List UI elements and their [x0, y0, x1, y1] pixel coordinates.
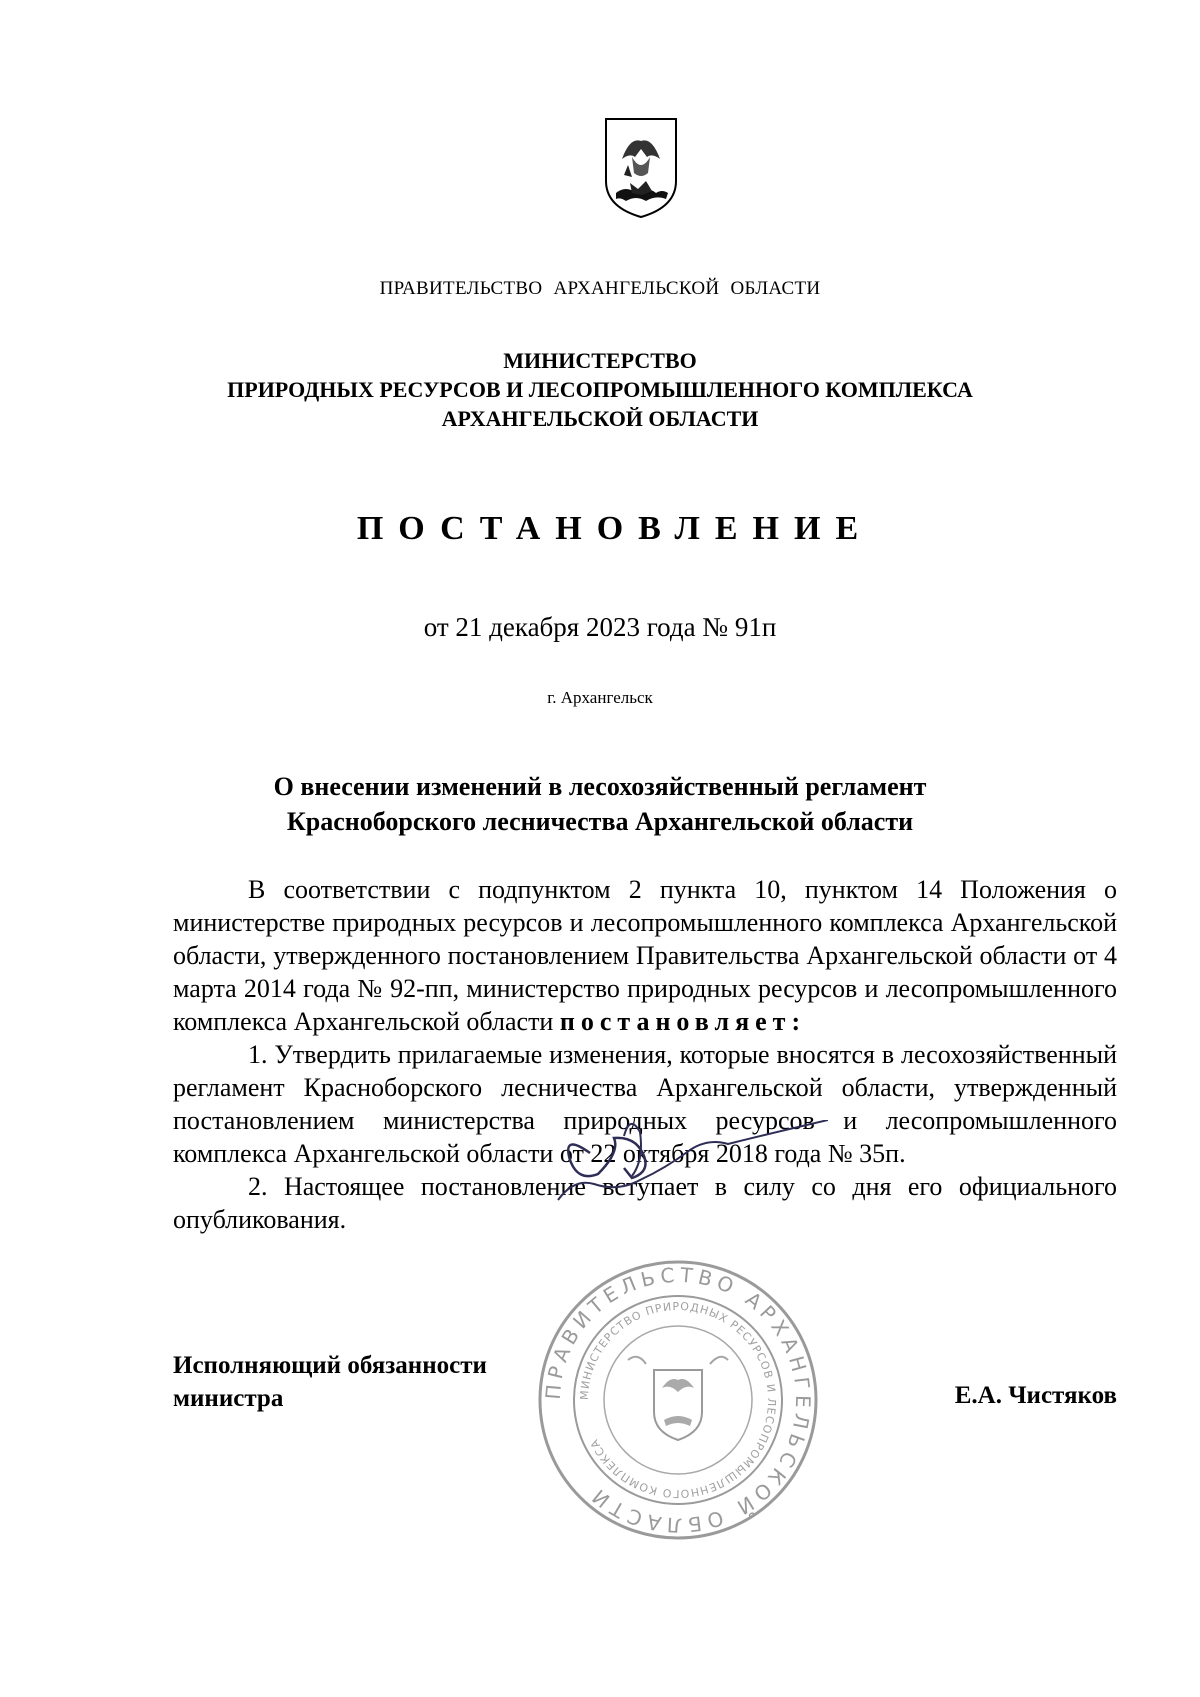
seal-inner-text: МИНИСТЕРСТВО ПРИРОДНЫХ РЕСУРСОВ И ЛЕСОПРОМЫШЛЕННОГО КОМПЛЕКСА	[577, 1299, 779, 1501]
document-type: ПОСТАНОВЛЕНИЕ	[356, 510, 874, 547]
ministry-name	[0, 346, 1200, 433]
preamble-text: В соответствии с подпунктом 2 пункта 10, пунктом 14 Положения о министерстве природных ресурсов и лесопромышленного комплекса Архангельской области, утвержденного постановлением Правительства Архангельской области от 4 марта 2014 года № 92-пп, министерство природных ресурсов и лесопромышленного комплекса Архангельской области	[173, 875, 1117, 1036]
date-number: от 21 декабря 2023 года № 91п	[423, 612, 777, 642]
seal-outer-text: ПРАВИТЕЛЬСТВО АРХАНГЕЛЬСКОЙ ОБЛАСТИ	[540, 1262, 816, 1538]
ministry-line: МИНИСТЕРСТВО	[503, 348, 697, 373]
title-line: Красноборского лесничества Архангельской области	[286, 807, 914, 836]
document-title	[0, 769, 1200, 839]
signatory-role	[173, 1349, 487, 1415]
role-line: министра	[173, 1385, 284, 1412]
signatory-name: Е.А. Чистяков	[954, 1382, 1117, 1409]
official-seal-stamp	[528, 1120, 828, 1580]
item-1: 1. Утвердить прилагаемые изменения, которые вносятся в лесохозяйственный регламент Красноборского лесничества Архангельской области, утвержденный постановлением министерства природных ресурсов и лесопромышленного комплекса Архангельской области от 22 октября 2018 года № 35п.	[173, 1040, 1117, 1168]
ministry-line: АРХАНГЕЛЬСКОЙ ОБЛАСТИ	[441, 406, 759, 431]
preamble-paragraph	[173, 873, 1117, 1038]
ministry-line: ПРИРОДНЫХ РЕСУРСОВ И ЛЕСОПРОМЫШЛЕННОГО КОМПЛЕКСА	[227, 377, 973, 402]
coat-of-arms-icon	[602, 115, 680, 219]
city: г. Архангельск	[547, 688, 653, 707]
government-header: ПРАВИТЕЛЬСТВО АРХАНГЕЛЬСКОЙ ОБЛАСТИ	[379, 278, 821, 299]
title-line: О внесении изменений в лесохозяйственный регламент	[273, 772, 927, 801]
role-line: Исполняющий обязанности	[173, 1352, 487, 1379]
resolves-word: постановляет:	[559, 1007, 807, 1036]
item-2: 2. Настоящее постановление вступает в силу со дня его официального опубликования.	[173, 1172, 1117, 1234]
svg-text:МИНИСТЕРСТВО ПРИРОДНЫХ РЕСУРСО	[578, 1300, 778, 1500]
